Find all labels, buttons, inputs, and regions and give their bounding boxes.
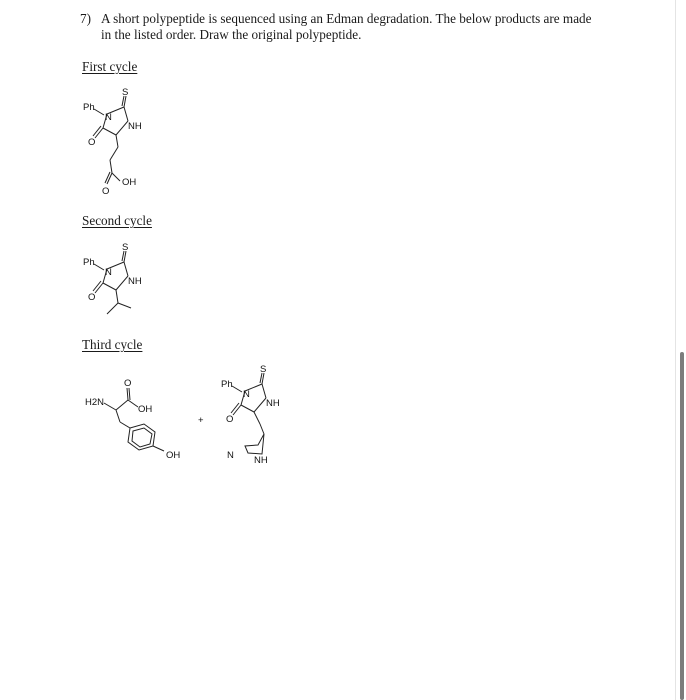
bond [116,410,120,422]
bond [232,386,242,392]
bond [93,281,101,291]
question-number: 7) [80,11,91,26]
bond [116,276,128,290]
benzene-ring-inner [132,428,152,447]
atom-n: N [243,389,250,400]
atom-o-acid: O [102,186,110,197]
bond [107,173,112,184]
bond [124,107,128,121]
atom-ph: Ph [83,257,95,268]
bond [241,405,254,412]
bond [94,264,104,270]
bond [116,121,128,135]
atom-oh: OH [138,404,153,415]
atom-oh: OH [122,177,137,188]
plus-sign-text: + [198,415,204,426]
atom-nh: NH [128,276,142,287]
second-cycle-label: Second cycle [82,213,152,228]
third-cycle-label: Third cycle [82,337,143,352]
bond [103,283,116,290]
atom-phenol-oh: OH [166,450,181,461]
bond [120,422,130,428]
atom-n: N [105,267,112,278]
bond [254,398,266,412]
bond [254,412,260,424]
bond [110,147,118,160]
bond [93,126,101,136]
bond [118,303,131,308]
atom-nh: NH [266,398,280,409]
bond [233,405,241,415]
atom-s: S [122,242,129,253]
third-cycle-pth [218,362,308,472]
atom-h2n: H2N [85,397,105,408]
atom-ph: Ph [83,102,95,113]
bond [107,303,118,314]
bond [95,128,103,138]
bond [104,403,116,410]
atom-o-ring: O [226,414,234,425]
scrollbar[interactable] [675,0,686,700]
bond [129,388,130,400]
bond [128,400,138,407]
atom-s: S [122,87,129,98]
atom-imidazole-n: N [227,450,234,461]
plus-sign [196,413,210,427]
atom-nh: NH [128,121,142,132]
atom-o: O [124,378,132,389]
scrollbar-thumb[interactable] [680,352,684,700]
question-text: A short polypeptide is sequenced using an Edman degradation. The below products are made in the listed order. Draw the original polypeptide. [101,11,592,42]
bond [260,424,264,434]
first-cycle-structure [80,85,160,200]
bond [116,400,128,410]
atom-o-ring: O [88,137,96,148]
second-cycle-structure [80,240,160,330]
imidazole-ring [245,434,264,454]
bond [103,128,116,135]
bond [231,403,239,413]
atom-ph: Ph [221,379,233,390]
question [80,11,600,43]
first-cycle-label: First cycle [82,59,138,74]
bond [116,290,118,303]
atom-o-ring: O [88,292,96,303]
bond [116,135,118,147]
atom-s: S [260,364,267,375]
bond [112,173,120,181]
bond [110,160,112,173]
bond [95,283,103,293]
bond [153,446,164,451]
bond [262,384,266,398]
bond [94,109,104,115]
bond [127,388,128,400]
atom-imidazole-nh: NH [254,455,268,466]
atom-n: N [105,112,112,123]
bond [105,172,110,183]
bond [124,262,128,276]
third-cycle-amino-acid [80,370,190,465]
